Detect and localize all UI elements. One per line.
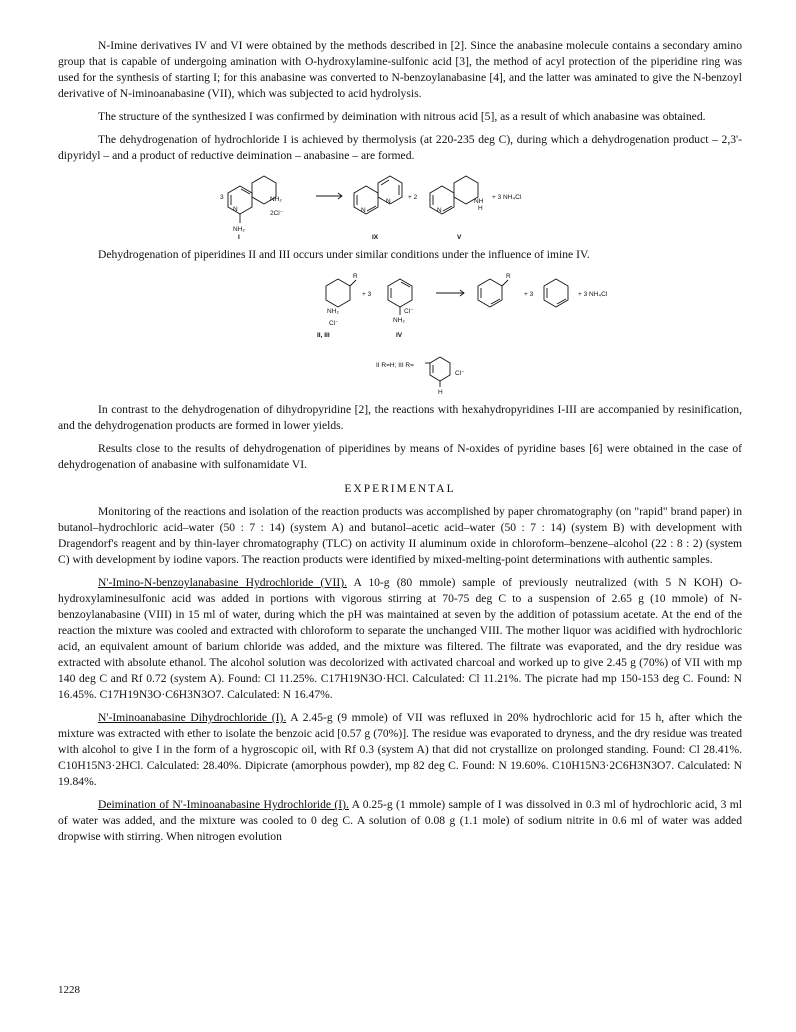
svg-text:2Cl⁻: 2Cl⁻ (270, 210, 284, 217)
page-body (58, 38, 742, 845)
scheme-2-drawing (120, 267, 680, 395)
svg-text:+ 3: + 3 (524, 291, 534, 298)
ring-II-III (326, 279, 350, 307)
section-body-vii: A 10-g (80 mmole) sample of previously neutralized (with 5 N KOH) O-hydroxylaminesulfonic acid was added in portions with vigorous stirring at 70-75 deg C to a suspension of 2.65 g (10 mmole) of N-benzoylanabasine (VIII) in 15 ml of water, during which the pH was maintained at seven by the addition of potassium acetate. At the end of the reaction the mixture was cooled and extracted with chloroform to separate the unchanged VIII. The mother liquor was acidified with hydrochloric acid, an equivalent amount of barium chloride was added, and the mixture was filtered. The filtrate was evaporated, and the dry residue was extracted with absolute ethanol. The alcohol solution was decolorized with activated charcoal and worked up to give 2.45 g (70%) of VII with mp 140 deg C and Rf 0.72 (system A). Found: Cl 11.25%. C17H19N3O·HCl. Calculated: Cl 11.21%. The picrate had mp 150-153 deg C. Found: N 16.45%. C17H19N3O·C6H3N3O7. Calculated: N 16.47%. (58, 576, 742, 701)
svg-text:Cl⁻: Cl⁻ (455, 370, 465, 377)
section-title-vii: N'-Imino-N-benzoylanabasine Hydrochloride (VII). (98, 576, 348, 589)
svg-text:N: N (361, 207, 366, 214)
ring-V-pyridine (430, 186, 454, 214)
svg-text:NH₂: NH₂ (233, 226, 245, 233)
paragraph-structure: The structure of the synthesized I was confirmed by deimination with nitrous acid [5], as a result of which anabasine was obtained. (98, 110, 706, 123)
svg-text:+ 2: + 2 (408, 194, 418, 201)
reaction-scheme-1 (120, 170, 680, 240)
svg-text:Cl⁻: Cl⁻ (404, 308, 414, 315)
compound-label-IX: IX (372, 234, 379, 240)
section-body-deimination: A 0.25-g (1 mmole) sample of I was dissolved in 0.3 ml of hydrochloric acid, 3 ml of water was added, and the mixture was cooled to 0 deg C. A solution of 0.08 g (1.1 mole) of sodium nitrite in 0.6 ml of water was added dropwise with stirring. When nitrogen evolution (58, 798, 742, 843)
svg-text:NH₂: NH₂ (270, 196, 282, 203)
svg-text:N: N (437, 207, 442, 214)
svg-text:R: R (353, 273, 358, 280)
ring-product-pyridine (478, 279, 502, 307)
ring-IX-left (354, 186, 378, 214)
paragraph-dehydrogenation-ii-iii: Dehydrogenation of piperidines II and III occurs under similar conditions under the influence of imine IV. (98, 248, 590, 261)
compound-label-II-III: II, III (317, 332, 330, 339)
compound-label-I: I (238, 234, 240, 240)
section-body-i: A 2.45-g (9 mmole) of VII was refluxed in 20% hydrochloric acid for 15 h, after which the mixture was extracted with ether to isolate the benzoic acid [0.57 g (70%)]. The residue was evaporated to dryness, and the dry residue was treated with alcohol to give I in the form of a hygroscopic oil, with Rf 0.3 (system A) that did not crystallize on prolonged standing. Found: Cl 28.41%. C10H15N3·2HCl. Calculated: 28.40%. Dipicrate (amorphous powder), mp 82 deg C. Found: N 19.60%. C10H15N3·2C6H3N3O7. Calculated: N 19.84%. (58, 711, 742, 788)
paragraph-resinification: In contrast to the dehydrogenation of dihydropyridine [2], the reactions with hexahydropyridines I-III are accompanied by resinification, and the dehydrogenation products are formed in lower yields. (58, 403, 742, 432)
paragraph-imine-derivatives: N-Imine derivatives IV and VI were obtained by the methods described in [2]. Since the anabasine molecule contains a secondary amino group that is capable of undergoing amination with O-hydroxylamine-sulfonic acid [3], the method of acyl protection of the piperidine ring was used for the synthesis of starting I; for this anabasine was converted to N-benzoylanabasine [4], and the latter was aminated to give the N-benzoyl derivative of N-iminoanabasine (VII), which was subjected to acid hydrolysis. (58, 39, 742, 100)
svg-text:H: H (478, 205, 483, 212)
svg-text:NH: NH (474, 198, 484, 205)
scheme-1-drawing (120, 170, 680, 240)
svg-text:R: R (506, 273, 511, 280)
paragraph-compound-i (58, 710, 742, 790)
compound-label-IV: IV (396, 332, 403, 339)
svg-text:H: H (438, 389, 443, 395)
paragraph-deimination (58, 797, 742, 845)
svg-text:Cl⁻: Cl⁻ (329, 320, 339, 327)
reaction-scheme-2 (120, 267, 680, 395)
svg-text:N: N (233, 206, 238, 213)
svg-text:NH₂: NH₂ (327, 308, 339, 315)
ring-pyridine (544, 279, 568, 307)
paragraph-dehydrogenation-i: The dehydrogenation of hydrochloride I is achieved by thermolysis (at 220-235 deg C), during which a dehydrogenation product – 2,3'-dipyridyl – and a product of reductive deimination – anabasine – are formed. (58, 133, 742, 162)
paragraph-n-oxides: Results close to the results of dehydrogenation of piperidines by means of N-oxides of pyridine bases [6] were obtained in the case of dehydrogenation of anabasine with sulfonamidate VI. (58, 442, 742, 471)
section-title-i: N'-Iminoanabasine Dihydrochloride (I). (98, 711, 287, 724)
svg-text:+ 3 NH₄Cl: + 3 NH₄Cl (492, 194, 522, 201)
svg-text:3: 3 (220, 194, 224, 201)
svg-text:NH₂: NH₂ (393, 317, 405, 324)
section-title-deimination: Deimination of N'-Iminoanabasine Hydrochloride (I). (98, 798, 349, 811)
paragraph-monitoring: Monitoring of the reactions and isolation of the reaction products was accomplished by paper chromatography (on "rapid" brand paper) in butanol–hydrochloric acid–water (50 : 7 : 14) (system A) and butanol–acetic acid–water (50 : 7 : 14) (system B) with development with Dragendorf's reagent and by thin-layer chromatography (TLC) on activity II aluminum oxide in chloroform–benzene–alcohol (22 : 8 : 2) (system C) with development by iodine vapors. The reaction products were identified by mixed-melting-point determinations with authentic samples. (58, 505, 742, 566)
ring-I-pyridinium (228, 186, 252, 214)
page-number: 1228 (58, 984, 80, 996)
svg-text:N: N (386, 198, 391, 205)
section-heading-experimental: EXPERIMENTAL (344, 483, 456, 495)
ring-IV (388, 279, 412, 307)
paragraph-compound-vii (58, 575, 742, 703)
svg-text:+ 3 NH₄Cl: + 3 NH₄Cl (578, 291, 608, 298)
svg-text:+ 3: + 3 (362, 291, 372, 298)
compound-label-V: V (457, 234, 462, 240)
r-group-definition: II R=H; III R= (376, 362, 414, 369)
